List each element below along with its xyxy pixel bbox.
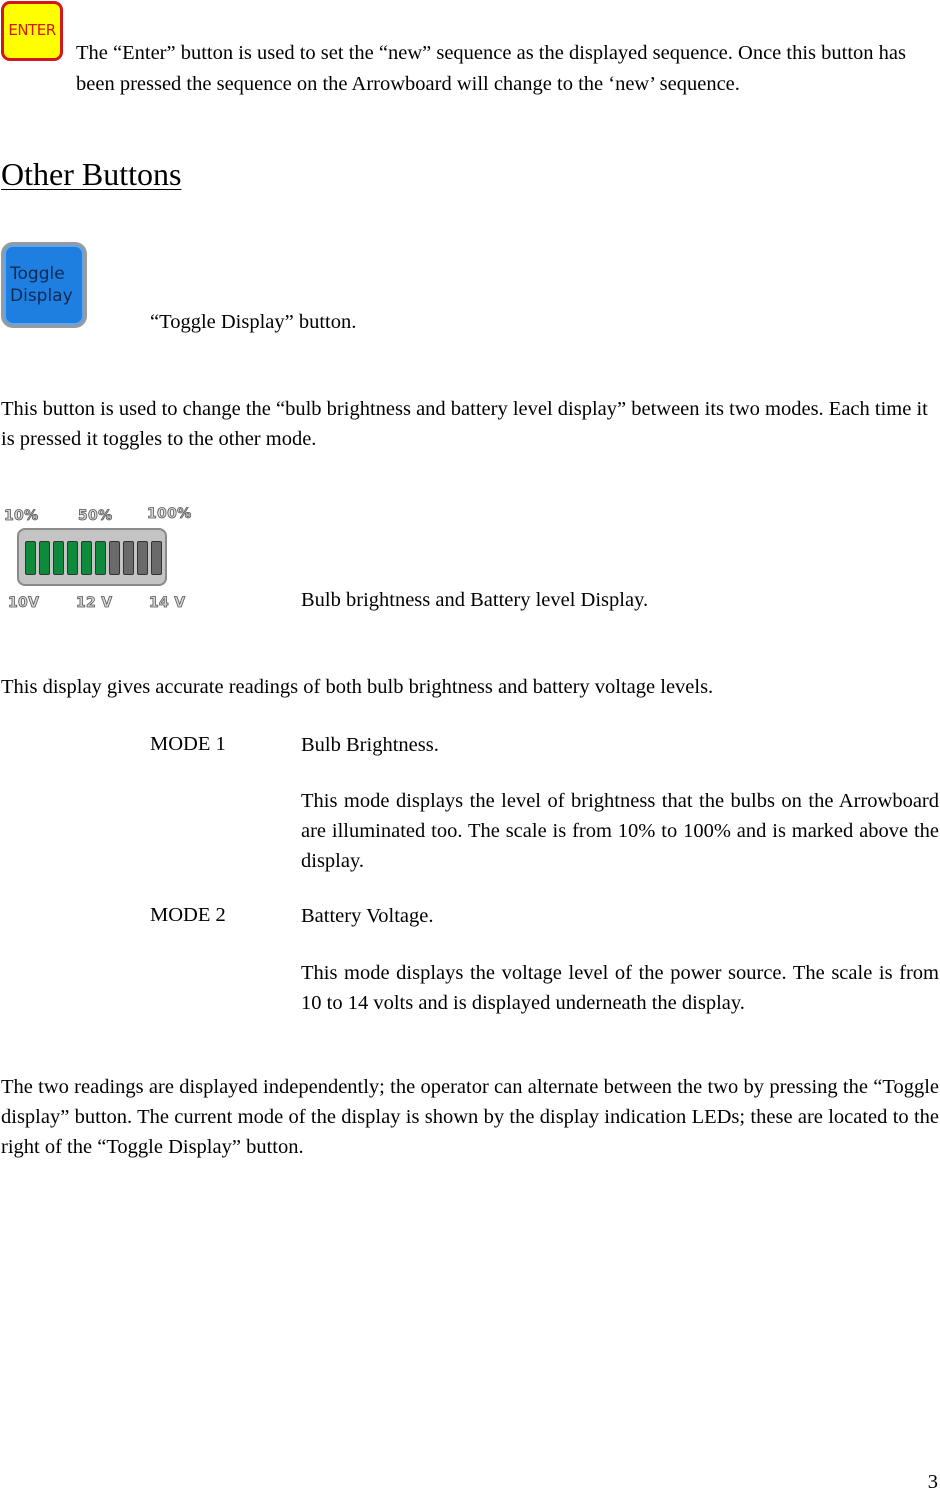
toggle-display-caption: “Toggle Display” button. <box>150 311 357 333</box>
toggle-icon-line2: Display <box>10 286 73 306</box>
enter-icon-label: ENTER <box>8 21 56 40</box>
closing-paragraph: The two readings are displayed independently; the operator can alternate between the two by pressing the “Toggle display” button. The current mode of the display is shown by the display indication LEDs; these are located to the right of the “Toggle Display” button. <box>1 1076 939 1158</box>
led-segment <box>137 541 148 575</box>
led-segment <box>109 541 120 575</box>
led-segment <box>39 541 50 575</box>
scale-label-bottom-12v: 12 V <box>76 595 113 611</box>
led-segment <box>25 541 36 575</box>
led-segment <box>67 541 78 575</box>
led-segment <box>95 541 106 575</box>
page-number: 3 <box>927 1471 938 1493</box>
brightness-battery-display-figure <box>0 500 200 620</box>
toggle-description-paragraph: This button is used to change the “bulb brightness and battery level display” between its two modes. Each time it is pressed it toggles to the other mode. <box>1 398 928 450</box>
enter-button-icon <box>1 1 63 61</box>
enter-button-description: The “Enter” button is used to set the “new” sequence as the displayed sequence. Once this button has been pressed the sequence on the Arrowboard will change to the ‘new’ sequence. <box>76 42 906 95</box>
display-intro-paragraph: This display gives accurate readings of both bulb brightness and battery voltage levels. <box>1 676 714 698</box>
section-heading: Other Buttons <box>1 156 182 192</box>
led-segment <box>81 541 92 575</box>
scale-label-bottom-14v: 14 V <box>149 595 186 611</box>
toggle-icon-line1: Toggle <box>10 264 65 284</box>
led-segment <box>151 541 162 575</box>
scale-label-top-50: 50% <box>78 508 113 524</box>
scale-label-bottom-10v: 10V <box>8 595 40 611</box>
led-segment <box>123 541 134 575</box>
mode2-description: This mode displays the voltage level of the power source. The scale is from 10 to 14 volts and is displayed underneath the display. <box>301 962 939 1014</box>
segment-bar-frame <box>17 528 167 586</box>
mode1-label: MODE 1 <box>150 733 226 755</box>
mode2-title: Battery Voltage. <box>301 905 434 927</box>
mode2-label: MODE 2 <box>150 904 226 926</box>
scale-label-top-10: 10% <box>4 508 39 524</box>
mode1-description: This mode displays the level of brightness that the bulbs on the Arrowboard are illuminated too. The scale is from 10% to 100% and is marked above the display. <box>301 790 939 872</box>
display-caption: Bulb brightness and Battery level Display. <box>301 589 649 611</box>
led-segment <box>53 541 64 575</box>
toggle-display-button-icon <box>1 242 87 328</box>
scale-label-top-100: 100% <box>147 506 192 522</box>
mode1-title: Bulb Brightness. <box>301 734 439 756</box>
